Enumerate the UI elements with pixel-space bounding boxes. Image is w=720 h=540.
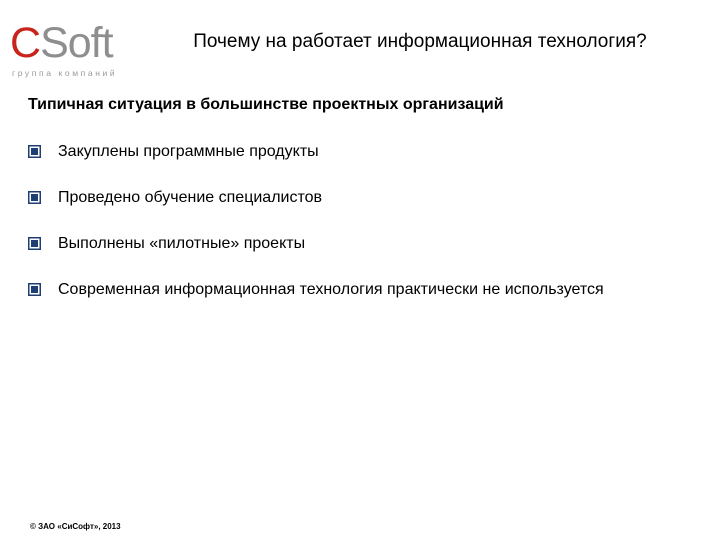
bullet-list: [28, 140, 688, 324]
bullet-item: [28, 232, 688, 255]
slide-title: Почему на работает информационная технология?: [193, 31, 647, 52]
checkbox-square-icon: [28, 145, 41, 158]
logo-letter-c: C: [10, 19, 41, 67]
bullet-text: Современная информационная технология практически не используется: [58, 281, 604, 298]
bullet-item: [28, 140, 688, 163]
logo-tagline: группа компаний: [12, 68, 118, 78]
checkbox-square-icon: [28, 191, 41, 204]
checkbox-square-icon: [28, 283, 41, 296]
bullet-text: Проведено обучение специалистов: [58, 189, 323, 206]
bullet-item: [28, 278, 688, 301]
bullet-text: Выполнены «пилотные» проекты: [58, 235, 306, 252]
bullet-text: Закуплены программные продукты: [58, 143, 319, 160]
copyright-footer: © ЗАО «СиСофт», 2013: [30, 522, 121, 531]
csoft-logo: [10, 18, 140, 80]
checkbox-square-icon: [28, 237, 41, 250]
logo-wordmark: [10, 18, 113, 68]
logo-letters-soft: Soft: [40, 19, 113, 67]
slide-subtitle: Типичная ситуация в большинстве проектных организаций: [28, 96, 504, 113]
bullet-item: [28, 186, 688, 209]
